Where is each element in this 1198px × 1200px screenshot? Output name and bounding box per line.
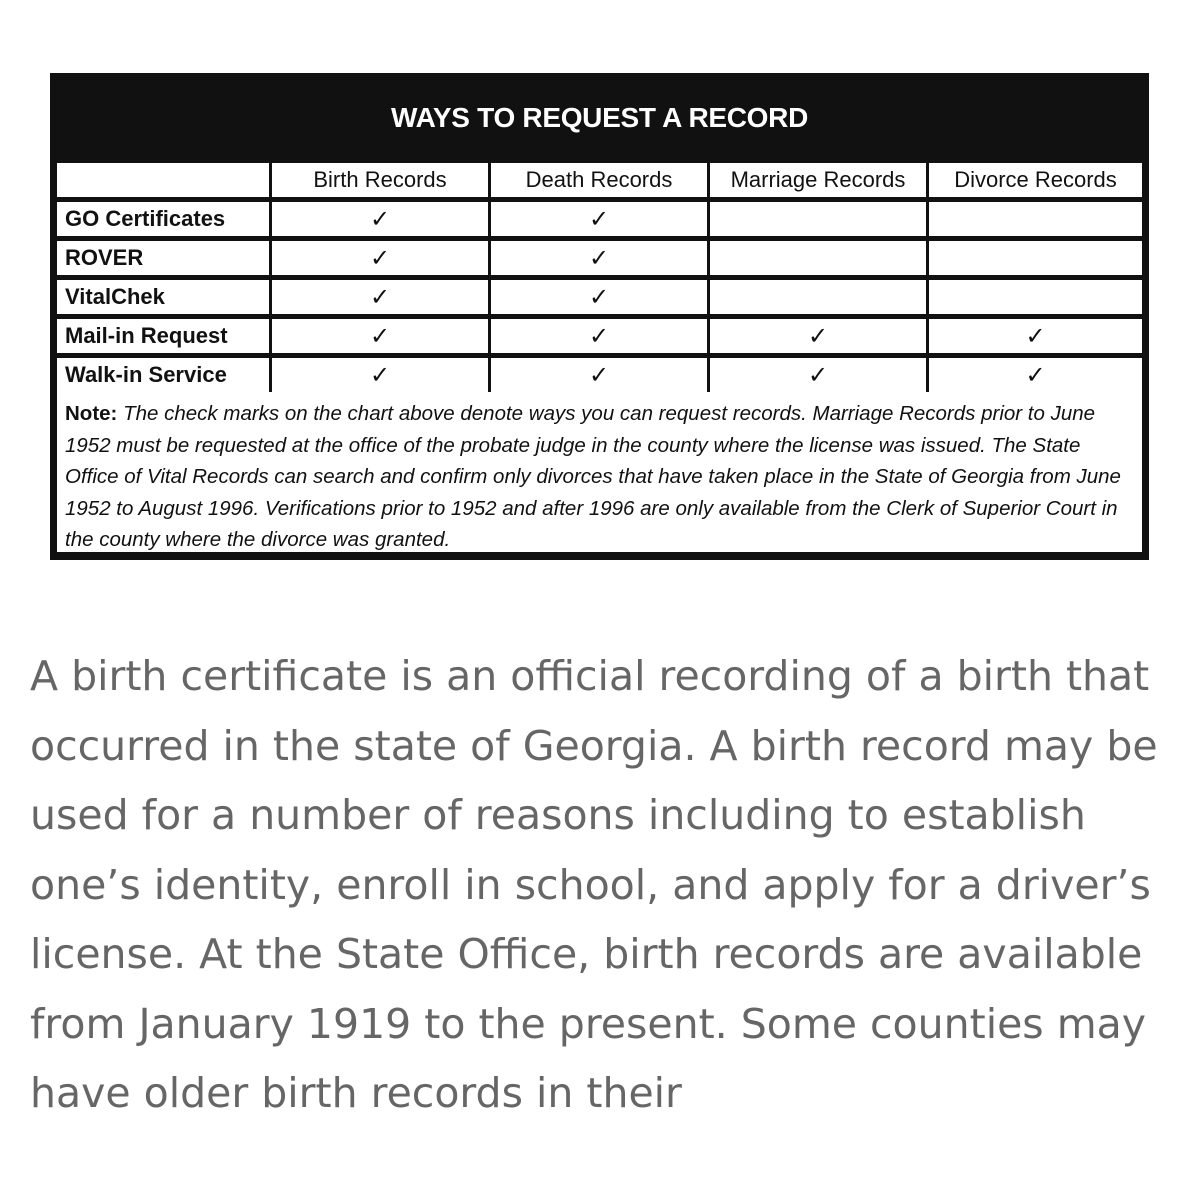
chart-note <box>57 392 1142 552</box>
check-mark-cell <box>929 280 1142 314</box>
header-cell-marriage: Marriage Records <box>710 163 926 197</box>
body-paragraph: A birth certificate is an official recording of a birth that occurred in the state of Georgia. A birth record may be used for a number of reasons including to establish one’s identity, enroll in school, and apply for a driver’s license. At the State Office, birth records are available from January 1919 to the present. Some counties may have older birth records in their <box>30 652 1158 1117</box>
records-table <box>57 163 1142 392</box>
header-cell-birth: Birth Records <box>272 163 488 197</box>
check-mark-cell: ✓ <box>491 319 707 353</box>
check-mark-cell: ✓ <box>272 241 488 275</box>
check-mark-cell: ✓ <box>710 358 926 392</box>
check-mark-cell <box>710 202 926 236</box>
check-mark-cell <box>710 280 926 314</box>
check-mark-cell: ✓ <box>272 319 488 353</box>
row-label: VitalChek <box>57 280 269 314</box>
check-mark-cell: ✓ <box>491 280 707 314</box>
request-records-chart <box>50 73 1149 560</box>
check-mark-cell: ✓ <box>272 358 488 392</box>
check-mark-cell: ✓ <box>491 358 707 392</box>
check-mark-cell: ✓ <box>929 358 1142 392</box>
check-mark-cell: ✓ <box>929 319 1142 353</box>
row-label: GO Certificates <box>57 202 269 236</box>
check-mark-cell: ✓ <box>272 280 488 314</box>
check-mark-cell: ✓ <box>491 202 707 236</box>
check-mark-cell <box>710 241 926 275</box>
header-cell-divorce: Divorce Records <box>929 163 1142 197</box>
check-mark-cell: ✓ <box>710 319 926 353</box>
chart-title: WAYS TO REQUEST A RECORD <box>390 102 808 133</box>
note-label: Note: <box>65 402 118 425</box>
row-label: Mail-in Request <box>57 319 269 353</box>
check-mark-cell: ✓ <box>491 241 707 275</box>
note-text: The check marks on the chart above denote ways you can request records. Marriage Records prior to June 1952 must be requested at the office of the probate judge in the county where the license was issued. The State Office of Vital Records can search and confirm only divorces that have taken place in the State of Georgia from June 1952 to August 1996. Verifications prior to 1952 and after 1996 are only available from the Clerk of Superior Court in the county where the divorce was granted. <box>65 402 1121 551</box>
header-cell-death: Death Records <box>491 163 707 197</box>
check-mark-cell: ✓ <box>272 202 488 236</box>
row-label: ROVER <box>57 241 269 275</box>
row-label: Walk-in Service <box>57 358 269 392</box>
check-mark-cell <box>929 241 1142 275</box>
check-mark-cell <box>929 202 1142 236</box>
header-cell-blank <box>57 163 269 197</box>
